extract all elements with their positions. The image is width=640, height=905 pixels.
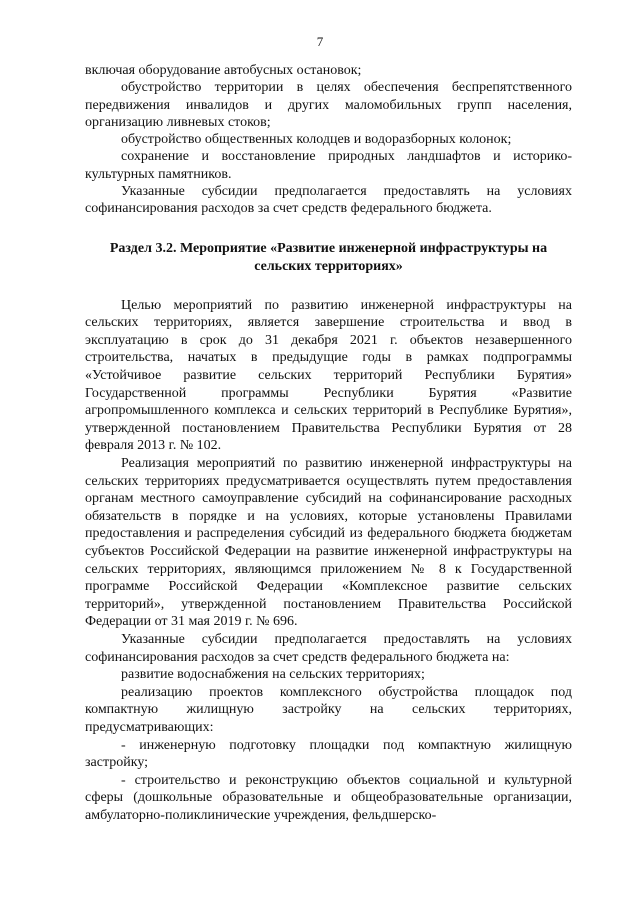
- paragraph: реализацию проектов комплексного обустройства площадок под компактную жилищную застройку на сельских территориях, предусматривающих:: [85, 684, 572, 735]
- top-block: [85, 62, 572, 218]
- paragraph: Указанные субсидии предполагается предоставлять на условиях софинансирования расходов за счет средств федерального бюджета на:: [85, 631, 572, 665]
- paragraph: развитие водоснабжения на сельских территориях;: [121, 667, 425, 683]
- paragraph: Реализация мероприятий по развитию инженерной инфраструктуры на сельских территориях предусматривается осуществлять путем предоставления органам местного самоуправление субсидий на софинансирование расходных обязательств в порядке и на условиях, которые установлены Правилами предоставления и распределения субсидий из федерального бюджета бюджетам субъектов Российской Федерации на развитие инженерной инфраструктуры на сельских территориях, являющимся приложением № 8 к Государственной программе Российской Федерации «Комплексное развитие сельских территорий», утвержденной постановлением Правительства Российской Федерации от 31 мая 2019 г. № 696.: [85, 456, 572, 630]
- paragraph: включая оборудование автобусных остановок;: [85, 63, 362, 78]
- paragraph: Указанные субсидии предполагается предоставлять на условиях софинансирования расходов за счет средств федерального бюджета.: [85, 184, 572, 217]
- paragraph: обустройство территории в целях обеспечения беспрепятственного передвижения инвалидов и других маломобильных групп населения, организацию ливневых стоков;: [85, 80, 572, 130]
- paragraph: сохранение и восстановление природных ландшафтов и историко-культурных памятников.: [85, 149, 572, 182]
- document-body: [85, 62, 572, 824]
- page-number: 7: [316, 34, 324, 49]
- paragraph: - инженерную подготовку площадки под компактную жилищную застройку;: [85, 737, 572, 771]
- paragraph: обустройство общественных колодцев и водоразборных колонок;: [121, 132, 512, 148]
- paragraph: - строительство и реконструкцию объектов социальной и культурной сферы (дошкольные образовательные и общеобразовательные организации, амбулаторно-поликлинические учреждения, фельдшерско-: [85, 772, 572, 823]
- section-body: [85, 297, 572, 825]
- section-heading: Раздел 3.2. Мероприятие «Развитие инженерной инфраструктуры на сельских территориях»: [109, 240, 548, 274]
- paragraph: Целью мероприятий по развитию инженерной инфраструктуры на сельских территориях, является завершение строительства и ввод в эксплуатацию в срок до 31 декабря 2021 г. объектов незавершенного строительства, начатых в предыдущие годы в рамках подпрограммы «Устойчивое развитие сельских территорий Республики Бурятия» Государственной программы Республики Бурятия «Развитие агропромышленного комплекса и сельских территорий в Республике Бурятия», утвержденной постановлением Правительства Республики Бурятия от 28 февраля 2013 г. № 102.: [85, 297, 572, 454]
